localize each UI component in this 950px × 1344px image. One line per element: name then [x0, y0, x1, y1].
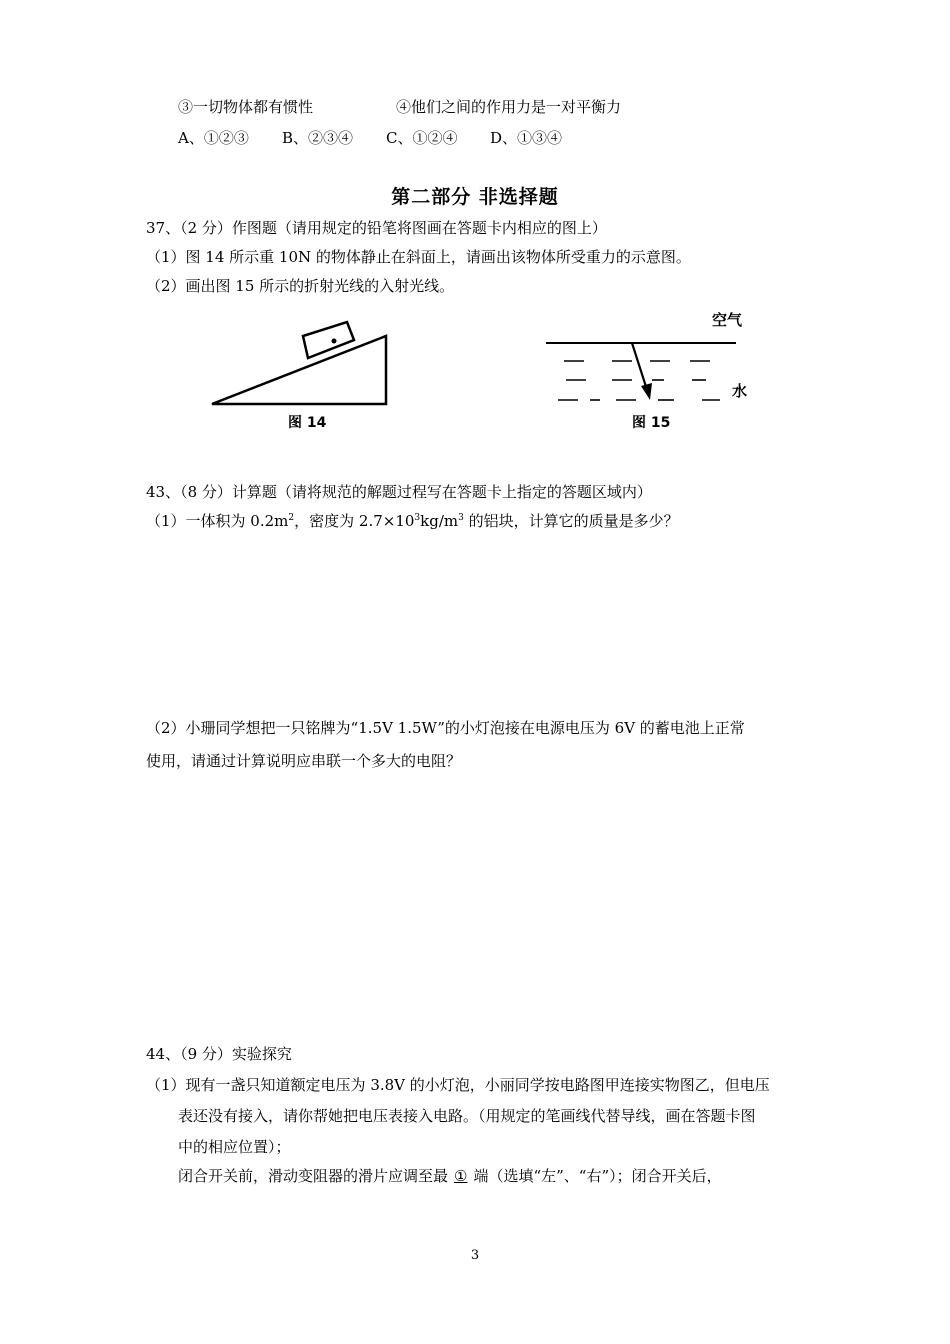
- section-title: 第二部分 非选择题: [391, 186, 559, 208]
- q36-statement-3: ③一切物体都有惯性: [178, 98, 314, 116]
- answer-blank-1: ①: [454, 1167, 468, 1185]
- q44-part1-line4: 闭合开关前，滑动变阻器的滑片应调至最 ① 端（选填“左”、“右”）；闭合开关后，: [178, 1167, 722, 1185]
- q36-options: [178, 128, 562, 148]
- q37-heading: 37、（2 分）作图题（请用规定的铅笔将图画在答题卡内相应的图上）: [146, 219, 607, 237]
- fig15-caption: 图 15: [632, 415, 671, 431]
- page-number: 3: [470, 1248, 480, 1263]
- q37-part2: （2）画出图 15 所示的折射光线的入射光线。: [146, 277, 455, 295]
- q44-part1-line2: 表还没有接入，请你帮她把电压表接入电路。（用规定的笔画线代替导线，画在答题卡图: [178, 1107, 756, 1125]
- fig15-air-label: 空气: [712, 311, 743, 329]
- fig15-water-label: 水: [732, 382, 748, 400]
- q44-part1-line3: 中的相应位置）；: [178, 1138, 291, 1156]
- fig14-caption: 图 14: [288, 415, 327, 431]
- option-c: C、①②④: [386, 129, 458, 147]
- q44-part1-line1: （1）现有一盏只知道额定电压为 3.8V 的小灯泡，小丽同学按电路图甲连接实物图乙，但电压: [146, 1076, 770, 1094]
- option-a: A、①②③: [178, 129, 249, 147]
- figure-15-refraction: [540, 305, 770, 440]
- ray-arrowhead: [641, 383, 652, 400]
- q43-heading: 43、（8 分）计算题（请将规范的解题过程写在答题卡上指定的答题区域内）: [146, 483, 652, 501]
- incline-triangle: [212, 336, 386, 404]
- block-center-dot: [332, 339, 337, 344]
- q43-part2-line2: 使用，请通过计算说明应串联一个多大的电阻？: [146, 752, 462, 770]
- q44-heading: 44、（9 分）实验探究: [146, 1045, 292, 1063]
- q43-part2-line1: （2）小珊同学想把一只铭牌为“1.5V 1.5W”的小灯泡接在电源电压为 6V 的蓄电池上正常: [146, 719, 745, 737]
- option-b: B、②③④: [282, 129, 354, 147]
- q43-part1: （1）一体积为 $0.2m^2$，密度为 $2.7\times 10^3kg/m^3$ 的铝块，计算它的质量是多少？: [146, 512, 679, 530]
- q37-part1: （1）图 14 所示重 10N 的物体静止在斜面上，请画出该物体所受重力的示意图。: [146, 248, 691, 266]
- option-d: D、①③④: [490, 129, 563, 147]
- figure-14-incline: [200, 310, 400, 440]
- q36-statement-4: ④他们之间的作用力是一对平衡力: [396, 98, 622, 116]
